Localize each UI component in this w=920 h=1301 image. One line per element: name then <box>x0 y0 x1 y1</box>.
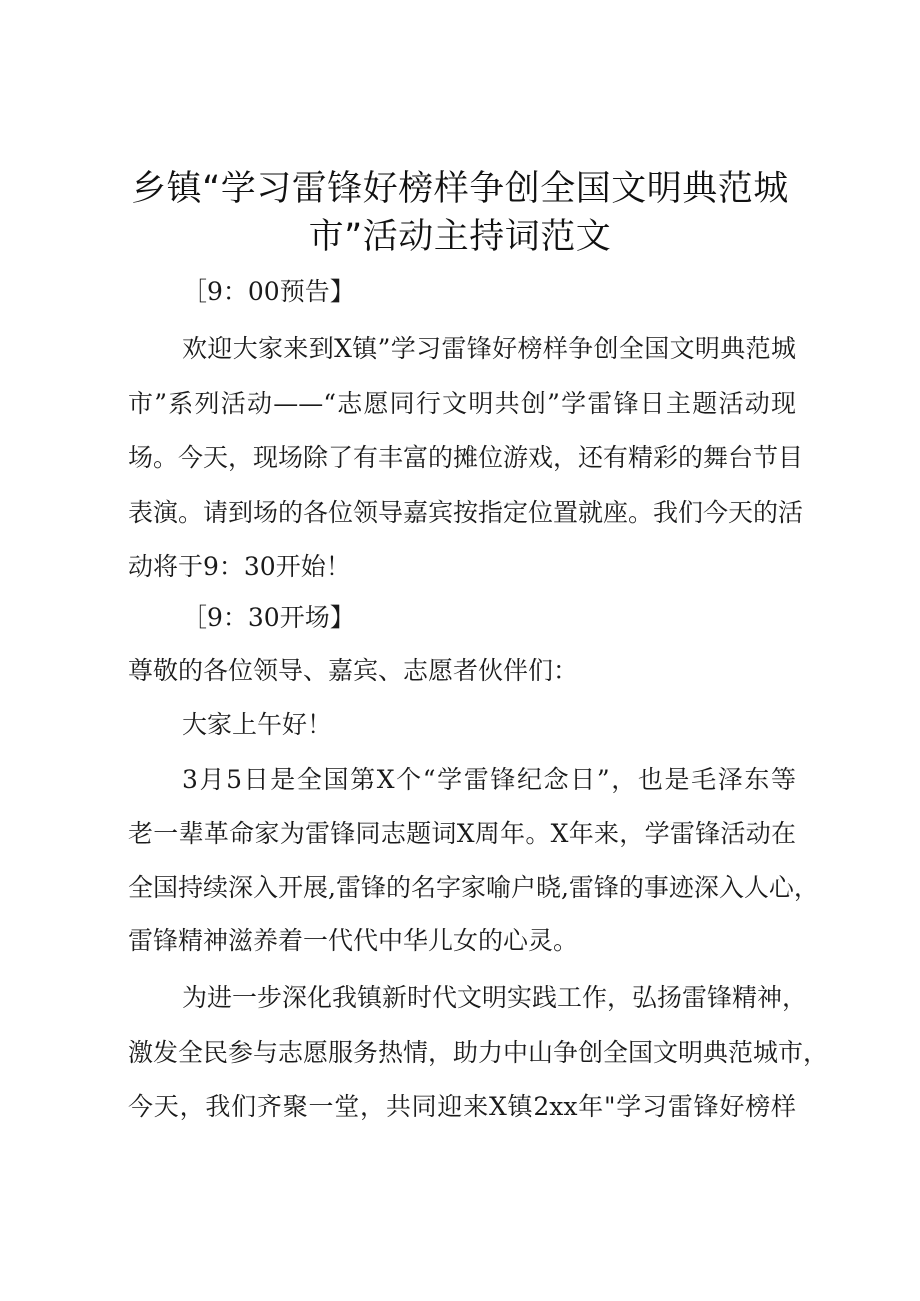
document-title-line-1: 乡镇“学习雷锋好榜样争创全国文明典范城 <box>131 169 789 209</box>
salutation-line: 尊敬的各位领导、嘉宾、志愿者伙伴们： <box>128 656 579 685</box>
paragraph-line: 表演。请到场的各位领导嘉宾按指定位置就座。我们今天的活 <box>128 498 804 527</box>
section-marker-preview: ［9：00预告】 <box>182 277 355 306</box>
document-title-line-2: 市”活动主持词范文 <box>308 217 612 257</box>
paragraph-line: 雷锋精神滋养着一代代中华儿女的心灵。 <box>128 926 579 955</box>
paragraph-line: 市”系列活动——“志愿同行文明共创”学雷锋日主题活动现 <box>128 389 796 418</box>
paragraph-line: 为进一步深化我镇新时代文明实践工作，弘扬雷锋精神， <box>182 983 808 1012</box>
paragraph-line: 动将于9：30开始！ <box>128 552 351 581</box>
paragraph-line: 今天，我们齐聚一堂，共同迎来X镇2xx年"学习雷锋好榜样 <box>128 1092 796 1121</box>
paragraph-line: 老一辈革命家为雷锋同志题词X周年。X年来，学雷锋活动在 <box>128 819 796 848</box>
paragraph-line: 激发全民参与志愿服务热情，助力中山争创全国文明典范城市， <box>128 1038 829 1067</box>
paragraph-line: 3月5日是全国第X个“学雷锋纪念日”，也是毛泽东等 <box>182 765 796 794</box>
paragraph-line: 欢迎大家来到X镇”学习雷锋好榜样争创全国文明典范城 <box>182 334 796 363</box>
greeting-line: 大家上午好！ <box>182 710 333 739</box>
section-marker-opening: ［9：30开场】 <box>182 603 355 632</box>
paragraph-line: 全国持续深入开展,雷锋的名字家喻户晓,雷锋的事迹深入人心， <box>128 873 819 902</box>
paragraph-line: 场。今天，现场除了有丰富的摊位游戏，还有精彩的舞台节目 <box>128 443 804 472</box>
